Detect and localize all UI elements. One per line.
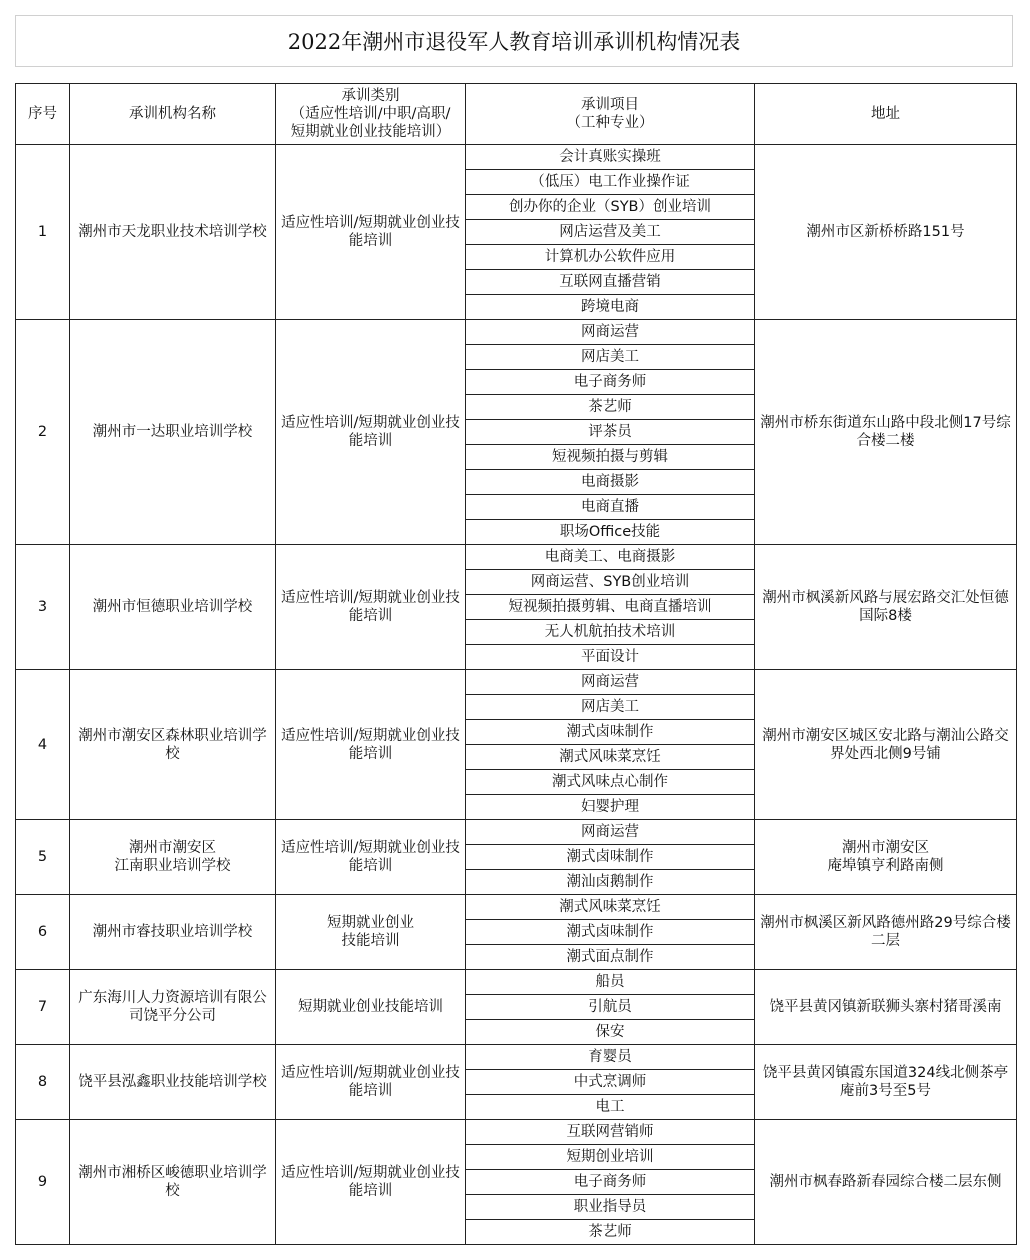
- row-seq-cell: 6: [16, 895, 70, 970]
- project-cell: 电商摄影: [466, 470, 755, 495]
- project-cell: 电商美工、电商摄影: [466, 545, 755, 570]
- project-cell: 潮式面点制作: [466, 945, 755, 970]
- project-cell: 平面设计: [466, 645, 755, 670]
- address-cell: 潮州市区新桥桥路151号: [755, 145, 1017, 320]
- row-seq-cell: 9: [16, 1120, 70, 1245]
- project-cell: 短视频拍摄剪辑、电商直播培训: [466, 595, 755, 620]
- project-cell: 妇婴护理: [466, 795, 755, 820]
- project-cell: 跨境电商: [466, 295, 755, 320]
- project-cell: 引航员: [466, 995, 755, 1020]
- institution-name-cell: 潮州市潮安区 江南职业培训学校: [70, 820, 276, 895]
- category-cell: 短期就业创业 技能培训: [276, 895, 466, 970]
- category-cell: 适应性培训/短期就业创业技能培训: [276, 670, 466, 820]
- institution-name-cell: 潮州市潮安区森林职业培训学校: [70, 670, 276, 820]
- project-cell: 评茶员: [466, 420, 755, 445]
- project-cell: 电商直播: [466, 495, 755, 520]
- project-cell: 职场Office技能: [466, 520, 755, 545]
- project-cell: 保安: [466, 1020, 755, 1045]
- project-cell: 电子商务师: [466, 1170, 755, 1195]
- project-cell: 潮式卤味制作: [466, 920, 755, 945]
- project-cell: 职业指导员: [466, 1195, 755, 1220]
- header-address: 地址: [755, 84, 1017, 145]
- project-cell: 互联网直播营销: [466, 270, 755, 295]
- category-cell: 适应性培训/短期就业创业技能培训: [276, 320, 466, 545]
- project-cell: 电工: [466, 1095, 755, 1120]
- category-cell: 适应性培训/短期就业创业技能培训: [276, 545, 466, 670]
- table-body: [16, 145, 1017, 1245]
- project-cell: 潮式卤味制作: [466, 845, 755, 870]
- header-category-line3: 短期就业创业技能培训）: [290, 124, 451, 140]
- address-cell: 饶平县黄冈镇新联狮头寨村猪哥溪南: [755, 970, 1017, 1045]
- project-cell: 互联网营销师: [466, 1120, 755, 1145]
- header-category-line1: 承训类别: [341, 88, 400, 104]
- header-project: [466, 84, 755, 145]
- institution-name-cell: 饶平县泓鑫职业技能培训学校: [70, 1045, 276, 1120]
- institution-name-cell: 潮州市睿技职业培训学校: [70, 895, 276, 970]
- address-cell: 潮州市枫溪区新风路德州路29号综合楼二层: [755, 895, 1017, 970]
- project-cell: （低压）电工作业操作证: [466, 170, 755, 195]
- project-cell: 网店运营及美工: [466, 220, 755, 245]
- institution-name-cell: 广东海川人力资源培训有限公司饶平分公司: [70, 970, 276, 1045]
- category-cell: 短期就业创业技能培训: [276, 970, 466, 1045]
- project-cell: 短视频拍摄与剪辑: [466, 445, 755, 470]
- table-row: [16, 145, 1017, 170]
- table-row: [16, 670, 1017, 695]
- project-cell: 潮式风味菜烹饪: [466, 895, 755, 920]
- institution-name-cell: 潮州市一达职业培训学校: [70, 320, 276, 545]
- row-seq-cell: 5: [16, 820, 70, 895]
- project-cell: 育婴员: [466, 1045, 755, 1070]
- table-row: [16, 970, 1017, 995]
- header-project-line2: （工种专业）: [566, 115, 654, 131]
- institution-name-cell: 潮州市天龙职业技术培训学校: [70, 145, 276, 320]
- project-cell: 潮式风味点心制作: [466, 770, 755, 795]
- project-cell: 网店美工: [466, 345, 755, 370]
- project-cell: 无人机航拍技术培训: [466, 620, 755, 645]
- row-seq-cell: 7: [16, 970, 70, 1045]
- project-cell: 网商运营: [466, 320, 755, 345]
- category-cell: 适应性培训/短期就业创业技能培训: [276, 1120, 466, 1245]
- address-cell: 潮州市潮安区 庵埠镇亨利路南侧: [755, 820, 1017, 895]
- project-cell: 网商运营、SYB创业培训: [466, 570, 755, 595]
- project-cell: 短期创业培训: [466, 1145, 755, 1170]
- project-cell: 网店美工: [466, 695, 755, 720]
- header-seq: 序号: [16, 84, 70, 145]
- project-cell: 会计真账实操班: [466, 145, 755, 170]
- project-cell: 网商运营: [466, 670, 755, 695]
- table-row: [16, 320, 1017, 345]
- project-cell: 网商运营: [466, 820, 755, 845]
- address-cell: 潮州市枫春路新春园综合楼二层东侧: [755, 1120, 1017, 1245]
- page-title: 2022年潮州市退役军人教育培训承训机构情况表: [15, 15, 1013, 67]
- project-cell: 茶艺师: [466, 395, 755, 420]
- row-seq-cell: 2: [16, 320, 70, 545]
- address-cell: 饶平县黄冈镇霞东国道324线北侧茶亭庵前3号至5号: [755, 1045, 1017, 1120]
- table-row: [16, 1045, 1017, 1070]
- project-cell: 潮汕卤鹅制作: [466, 870, 755, 895]
- row-seq-cell: 4: [16, 670, 70, 820]
- project-cell: 茶艺师: [466, 1220, 755, 1245]
- table-header-row: [16, 84, 1017, 145]
- address-cell: 潮州市桥东街道东山路中段北侧17号综合楼二楼: [755, 320, 1017, 545]
- project-cell: 电子商务师: [466, 370, 755, 395]
- row-seq-cell: 3: [16, 545, 70, 670]
- address-cell: 潮州市潮安区城区安北路与潮汕公路交界处西北侧9号铺: [755, 670, 1017, 820]
- institution-name-cell: 潮州市恒德职业培训学校: [70, 545, 276, 670]
- header-project-line1: 承训项目: [581, 97, 639, 113]
- institution-table: [15, 83, 1017, 1245]
- project-cell: 潮式卤味制作: [466, 720, 755, 745]
- project-cell: 创办你的企业（SYB）创业培训: [466, 195, 755, 220]
- institution-name-cell: 潮州市湘桥区峻德职业培训学校: [70, 1120, 276, 1245]
- row-seq-cell: 8: [16, 1045, 70, 1120]
- project-cell: 船员: [466, 970, 755, 995]
- header-name: 承训机构名称: [70, 84, 276, 145]
- category-cell: 适应性培训/短期就业创业技能培训: [276, 1045, 466, 1120]
- category-cell: 适应性培训/短期就业创业技能培训: [276, 820, 466, 895]
- row-seq-cell: 1: [16, 145, 70, 320]
- header-category-line2: （适应性培训/中职/高职/: [290, 106, 451, 122]
- project-cell: 中式烹调师: [466, 1070, 755, 1095]
- table-row: [16, 820, 1017, 845]
- table-row: [16, 895, 1017, 920]
- project-cell: 潮式风味菜烹饪: [466, 745, 755, 770]
- table-row: [16, 1120, 1017, 1145]
- category-cell: 适应性培训/短期就业创业技能培训: [276, 145, 466, 320]
- table-row: [16, 545, 1017, 570]
- address-cell: 潮州市枫溪新风路与展宏路交汇处恒德国际8楼: [755, 545, 1017, 670]
- header-category: [276, 84, 466, 145]
- project-cell: 计算机办公软件应用: [466, 245, 755, 270]
